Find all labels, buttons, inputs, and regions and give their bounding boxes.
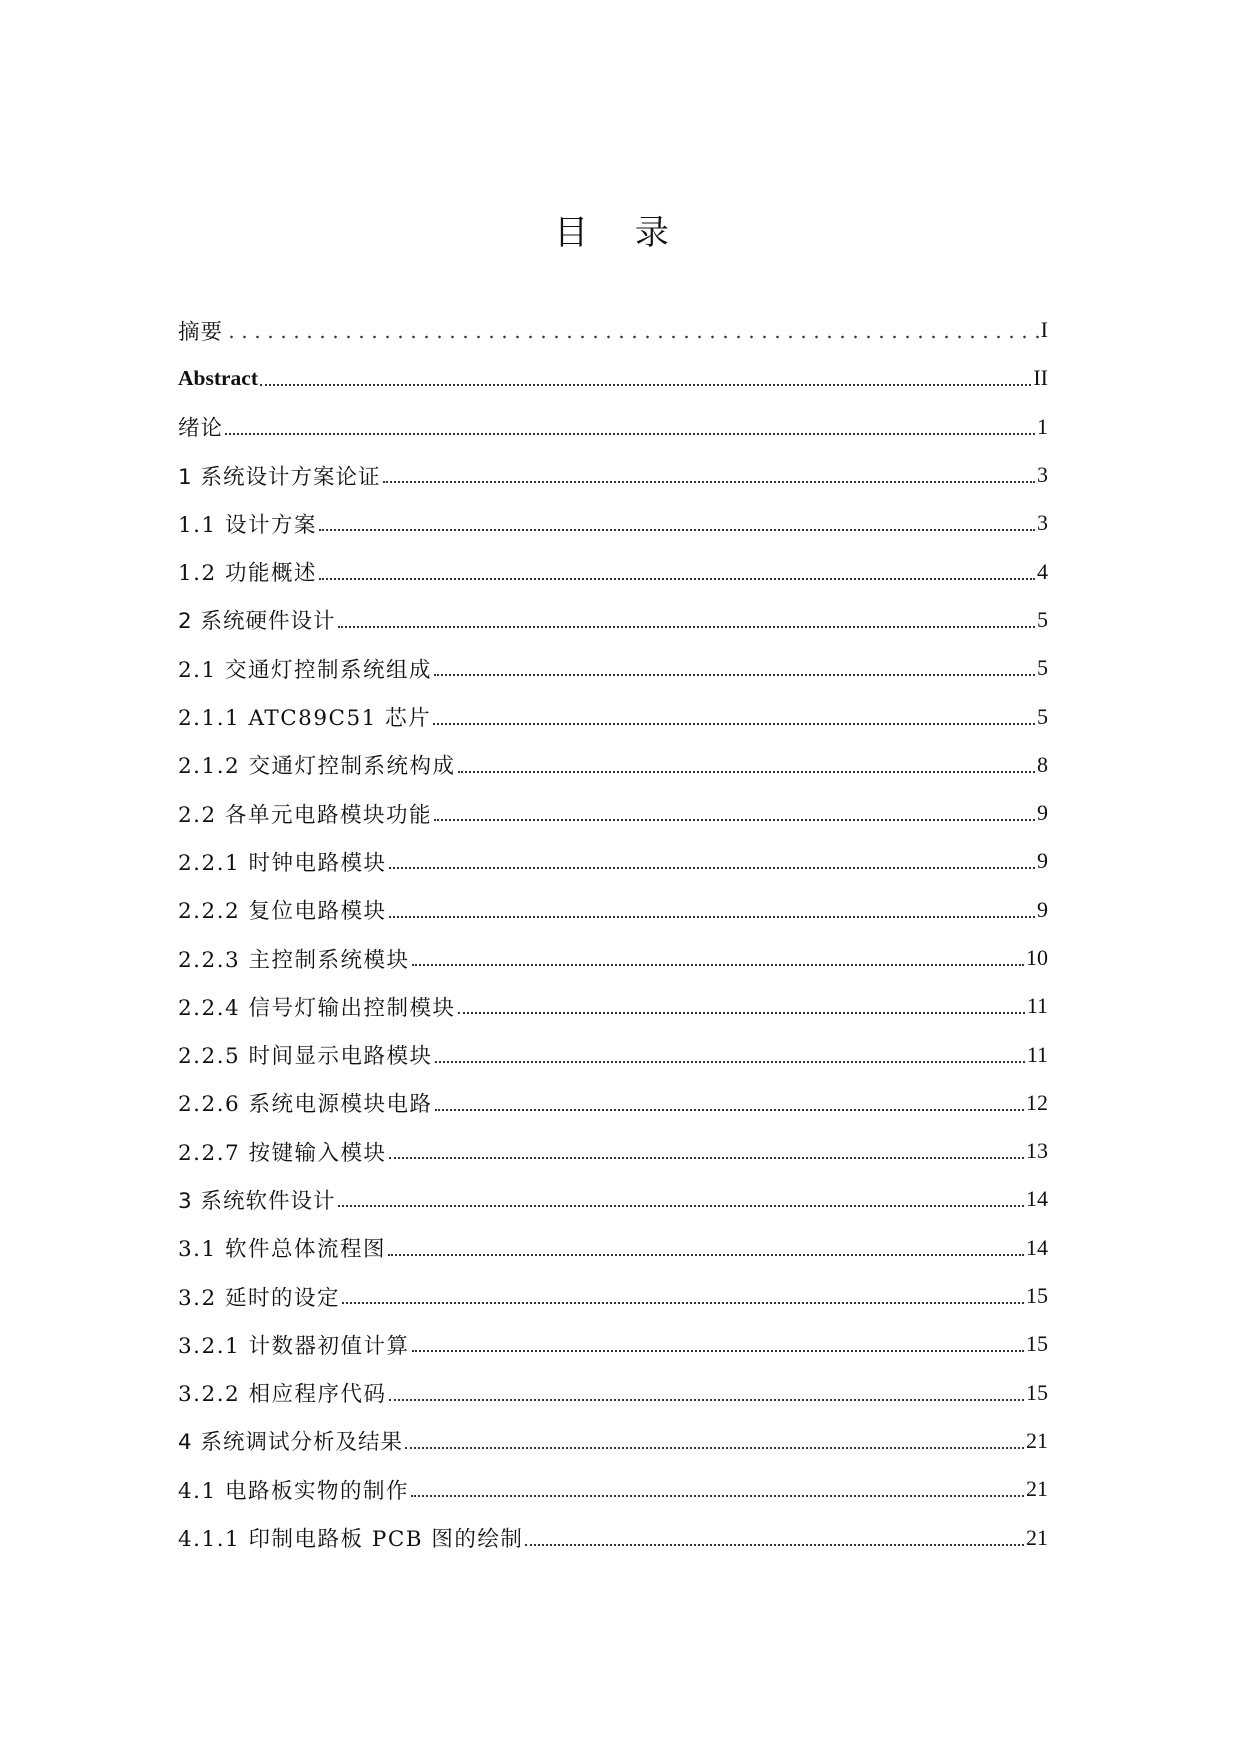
toc-entry-label: 1.1 设计方案 [178, 512, 318, 538]
toc-entry[interactable] [178, 692, 1048, 740]
toc-entry-page-number: 21 [1026, 1524, 1048, 1550]
dot-leader [411, 1478, 1024, 1500]
toc-entry-page-number: 9 [1037, 848, 1048, 874]
toc-entry[interactable] [178, 982, 1048, 1030]
toc-entry[interactable] [178, 1127, 1048, 1175]
toc-entry[interactable] [178, 596, 1048, 644]
toc-entry-page-number: 12 [1026, 1089, 1048, 1115]
toc-entry[interactable] [178, 837, 1048, 885]
toc-entry-label: 3.2.1 计数器初值计算 [178, 1333, 410, 1359]
toc-entry-page-number: 10 [1026, 945, 1048, 970]
dot-leader [525, 1527, 1024, 1549]
toc-entry[interactable] [178, 1272, 1048, 1320]
toc-entry[interactable] [178, 1224, 1048, 1272]
toc-entry-page-number: 8 [1037, 751, 1048, 777]
toc-entry-page-number: 14 [1026, 1186, 1048, 1212]
toc-entry[interactable] [178, 789, 1048, 837]
toc-entry-label: 2.2.6 系统电源模块电路 [178, 1092, 433, 1118]
dot-leader [458, 995, 1025, 1017]
toc-entry-label: 4.1 电路板实物的制作 [178, 1478, 410, 1504]
toc-entry-label: 2.1 交通灯控制系统组成 [178, 657, 433, 683]
toc-entry-page-number: 21 [1026, 1476, 1048, 1502]
dot-leader [389, 899, 1035, 921]
dot-leader [319, 561, 1035, 583]
toc-entry-page-number: II [1033, 365, 1048, 391]
toc-entry-label: 绪论 [178, 416, 224, 442]
toc-entry-page-number: 13 [1026, 1138, 1048, 1164]
toc-entry-page-number: 1 [1037, 413, 1048, 439]
toc-title: 目 录 [554, 213, 687, 253]
toc-entry[interactable] [178, 886, 1048, 934]
toc-list [178, 306, 1048, 1562]
toc-entry[interactable] [178, 306, 1048, 354]
toc-entry-page-number: 5 [1037, 606, 1048, 632]
toc-entry-page-number: 14 [1026, 1234, 1048, 1260]
toc-entry-label: 2.2.2 复位电路模块 [178, 899, 387, 925]
toc-entry-label: 4.1.1 印制电路板 PCB 图的绘制 [178, 1527, 524, 1553]
dot-leader [412, 947, 1024, 969]
dot-leader [405, 1430, 1024, 1452]
toc-entry-label: 2.1.2 交通灯控制系统构成 [178, 754, 456, 780]
dot-leader [338, 609, 1035, 631]
toc-entry[interactable] [178, 354, 1048, 402]
dot-leader [435, 1092, 1024, 1114]
toc-entry[interactable] [178, 499, 1048, 547]
dot-leader [319, 512, 1035, 534]
toc-entry-label: 4 系统调试分析及结果 [178, 1430, 404, 1456]
dot-leader [225, 416, 1035, 438]
dot-leader [225, 319, 1039, 341]
toc-entry[interactable] [178, 451, 1048, 499]
toc-entry-page-number: 3 [1037, 510, 1048, 536]
dot-leader [342, 1285, 1024, 1307]
toc-entry-label: 2.2 各单元电路模块功能 [178, 802, 433, 828]
toc-entry-label: 3.1 软件总体流程图 [178, 1237, 387, 1263]
toc-entry-page-number: 11 [1026, 1041, 1048, 1067]
toc-entry-page-number: 15 [1026, 1283, 1048, 1309]
toc-entry[interactable] [178, 1417, 1048, 1465]
toc-entry-label: 1 系统设计方案论证 [178, 464, 381, 490]
toc-entry-page-number: 9 [1037, 896, 1048, 922]
toc-entry[interactable] [178, 547, 1048, 595]
dot-leader [434, 657, 1035, 679]
toc-entry[interactable] [178, 644, 1048, 692]
toc-entry-label: 2.2.1 时钟电路模块 [178, 850, 387, 876]
toc-entry-label: 2.2.3 主控制系统模块 [178, 947, 410, 973]
toc-entry[interactable] [178, 1465, 1048, 1513]
toc-entry-page-number: 4 [1037, 558, 1048, 584]
toc-entry-label: 2.2.7 按键输入模块 [178, 1140, 387, 1166]
toc-entry-page-number: 21 [1026, 1427, 1048, 1453]
dot-leader [433, 706, 1035, 728]
dot-leader [434, 802, 1035, 824]
toc-entry-label: 1.2 功能概述 [178, 561, 318, 587]
dot-leader [389, 1382, 1024, 1404]
dot-leader [260, 367, 1031, 389]
dot-leader [412, 1333, 1024, 1355]
toc-entry[interactable] [178, 403, 1048, 451]
dot-leader [389, 850, 1035, 872]
toc-entry[interactable] [178, 1369, 1048, 1417]
toc-entry-label: Abstract [178, 365, 259, 390]
dot-leader [338, 1188, 1024, 1210]
toc-entry-label: 3 系统软件设计 [178, 1188, 336, 1214]
toc-entry[interactable] [178, 1320, 1048, 1368]
toc-entry[interactable] [178, 741, 1048, 789]
toc-entry-page-number: I [1040, 317, 1048, 343]
toc-entry[interactable] [178, 1175, 1048, 1223]
toc-entry-label: 2.1.1 ATC89C51 芯片 [178, 706, 432, 732]
dot-leader [435, 1044, 1025, 1066]
toc-entry[interactable] [178, 1030, 1048, 1078]
toc-entry-label: 2.2.5 时间显示电路模块 [178, 1044, 433, 1070]
toc-entry-label: 3.2 延时的设定 [178, 1285, 341, 1311]
toc-entry-page-number: 3 [1037, 462, 1048, 488]
toc-entry-page-number: 15 [1026, 1331, 1048, 1357]
toc-entry-label: 3.2.2 相应程序代码 [178, 1382, 387, 1408]
toc-entry-page-number: 9 [1037, 800, 1048, 826]
dot-leader [388, 1237, 1024, 1259]
toc-entry-page-number: 11 [1026, 993, 1048, 1019]
toc-entry[interactable] [178, 1079, 1048, 1127]
toc-entry-page-number: 5 [1037, 703, 1048, 729]
dot-leader [383, 464, 1035, 486]
toc-entry[interactable] [178, 934, 1048, 982]
dot-leader [458, 754, 1035, 776]
toc-entry-page-number: 15 [1026, 1379, 1048, 1405]
toc-entry-label: 2.2.4 信号灯输出控制模块 [178, 995, 456, 1021]
toc-entry-page-number: 5 [1037, 655, 1048, 681]
toc-entry[interactable] [178, 1513, 1048, 1561]
dot-leader [389, 1140, 1024, 1162]
toc-entry-label: 摘要 [178, 319, 224, 345]
toc-entry-label: 2 系统硬件设计 [178, 609, 336, 635]
